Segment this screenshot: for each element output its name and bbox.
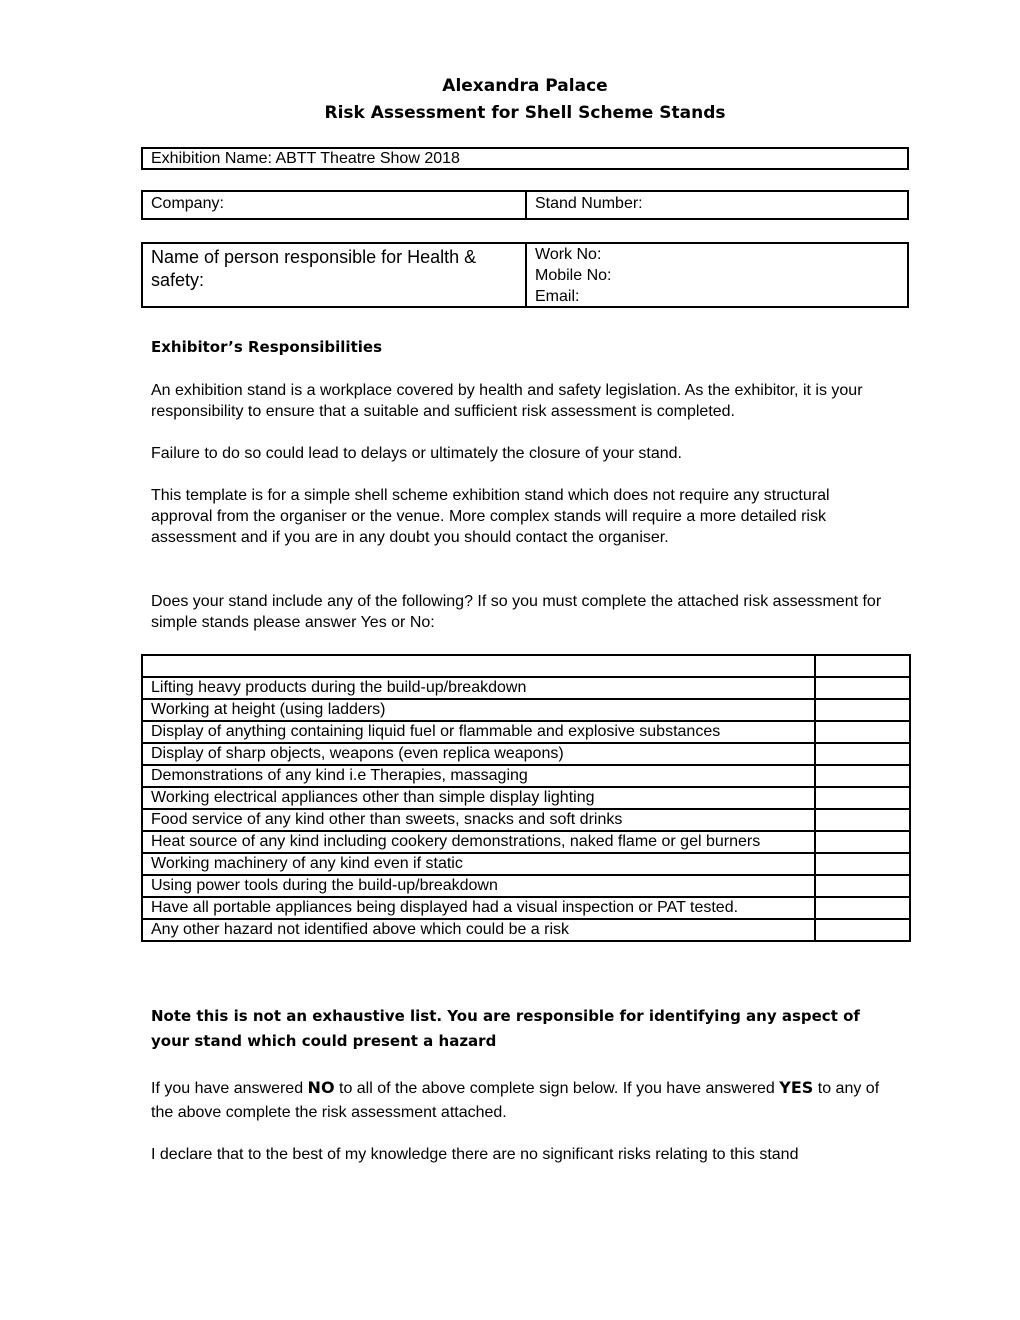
yes-no-answer-cell[interactable] xyxy=(815,919,910,941)
mobile-no-label: Mobile No: xyxy=(535,267,612,284)
table-row xyxy=(142,787,910,809)
text: to all of the above complete sign below. If you have answered xyxy=(334,1080,780,1097)
hazard-label: Any other hazard not identified above which could be a risk xyxy=(142,919,815,941)
table-row xyxy=(142,743,910,765)
company-stand-row xyxy=(141,190,909,220)
hazard-label: Display of anything containing liquid fuel or flammable and explosive substances xyxy=(142,721,815,743)
company-field[interactable]: Company: xyxy=(143,192,527,218)
yes-no-answer-cell[interactable] xyxy=(815,699,910,721)
stand-number-field[interactable]: Stand Number: xyxy=(535,195,643,212)
table-row xyxy=(142,875,910,897)
note-text: Note this is not an exhaustive list. You are responsible for identifying any aspect of your stand which could present a hazard xyxy=(151,1007,860,1050)
yes-no-answer-cell[interactable] xyxy=(815,677,910,699)
document-title: Alexandra Palace xyxy=(442,76,608,96)
hazard-label: Food service of any kind other than sweets, snacks and soft drinks xyxy=(142,809,815,831)
declaration-text: I declare that to the best of my knowledge there are no significant risks relating to this stand xyxy=(151,1146,799,1163)
table-row xyxy=(142,897,910,919)
no-emphasis: NO xyxy=(307,1078,335,1097)
yes-no-answer-cell[interactable] xyxy=(815,831,910,853)
yes-no-answer-cell[interactable] xyxy=(815,743,910,765)
table-row xyxy=(142,765,910,787)
hazard-label: Display of sharp objects, weapons (even replica weapons) xyxy=(142,743,815,765)
yes-no-answer-cell[interactable] xyxy=(815,765,910,787)
paragraph: Failure to do so could lead to delays or ultimately the closure of your stand. xyxy=(151,445,682,462)
hazard-label: Lifting heavy products during the build-up/breakdown xyxy=(142,677,815,699)
yes-no-answer-cell[interactable] xyxy=(815,787,910,809)
hazard-label: Heat source of any kind including cookery demonstrations, naked flame or gel burners xyxy=(142,831,815,853)
text: If you have answered xyxy=(151,1080,308,1097)
answer-instructions xyxy=(151,1076,881,1125)
email-label: Email: xyxy=(535,288,580,305)
table-row xyxy=(142,721,910,743)
hazard-table xyxy=(141,654,911,942)
contact-details[interactable] xyxy=(527,244,619,306)
contact-row xyxy=(141,242,909,308)
text: to any of the above complete the risk assessment attached. xyxy=(151,1080,880,1121)
hazard-label: Using power tools during the build-up/breakdown xyxy=(142,875,815,897)
exhibition-name-label: Exhibition Name: ABTT Theatre Show 2018 xyxy=(151,150,460,167)
hazard-label: Working at height (using ladders) xyxy=(142,699,815,721)
yes-no-answer-cell[interactable] xyxy=(815,853,910,875)
table-row xyxy=(142,831,910,853)
table-row xyxy=(142,853,910,875)
exhibition-name-field[interactable] xyxy=(141,147,909,170)
paragraph: This template is for a simple shell scheme exhibition stand which does not require any structural approval from the organiser or the venue. More complex stands will require a more detailed risk assessment and if you are in any doubt you should contact the organiser. xyxy=(151,487,830,546)
table-row xyxy=(142,699,910,721)
yes-no-answer-cell[interactable] xyxy=(815,897,910,919)
hazard-label: Working electrical appliances other than simple display lighting xyxy=(142,787,815,809)
work-no-label: Work No: xyxy=(535,246,602,263)
table-row xyxy=(142,809,910,831)
paragraph: Does your stand include any of the following? If so you must complete the attached risk assessment for simple stands please answer Yes or No: xyxy=(151,593,882,631)
hazard-label: Demonstrations of any kind i.e Therapies, massaging xyxy=(142,765,815,787)
hazard-label: Have all portable appliances being displayed had a visual inspection or PAT tested. xyxy=(142,897,815,919)
yes-no-answer-cell[interactable] xyxy=(815,809,910,831)
yes-no-answer-cell[interactable] xyxy=(815,875,910,897)
section-heading: Exhibitor’s Responsibilities xyxy=(151,338,382,356)
hazard-label: Working machinery of any kind even if static xyxy=(142,853,815,875)
yes-emphasis: YES xyxy=(779,1078,814,1097)
table-row xyxy=(142,677,910,699)
table-row xyxy=(142,919,910,941)
responsible-person-field[interactable]: Name of person responsible for Health & safety: xyxy=(143,244,527,306)
document-subtitle: Risk Assessment for Shell Scheme Stands xyxy=(324,103,726,123)
yes-no-answer-cell[interactable] xyxy=(815,721,910,743)
paragraph: An exhibition stand is a workplace covered by health and safety legislation. As the exhibitor, it is your responsibility to ensure that a suitable and sufficient risk assessment is completed. xyxy=(151,382,863,420)
table-header-row xyxy=(142,655,910,677)
